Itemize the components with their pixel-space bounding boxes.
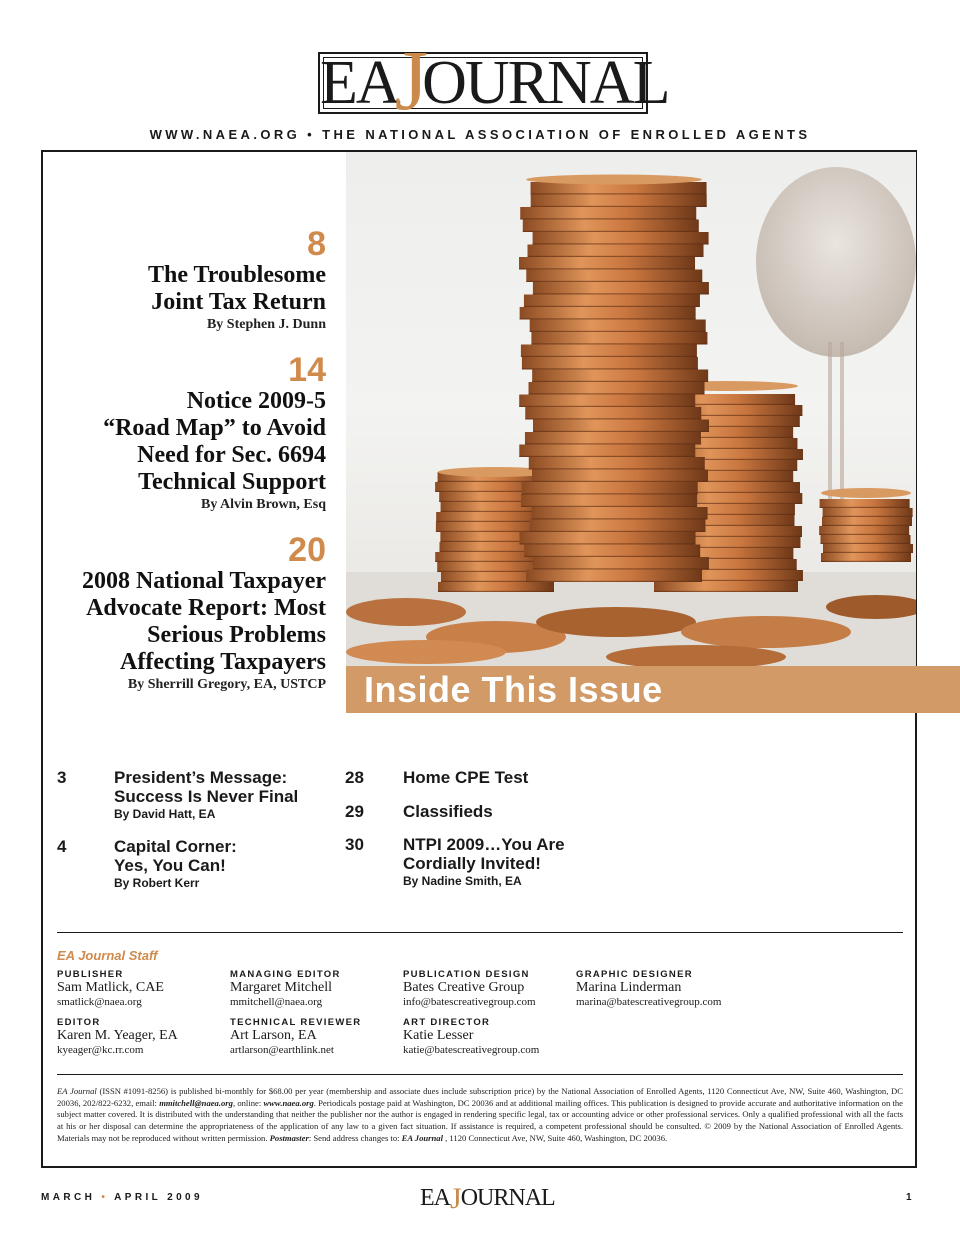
coin-edge: [521, 495, 697, 508]
coin-edge-line: [522, 368, 698, 369]
coin-edge-line: [520, 543, 696, 544]
coin-edge-line: [533, 243, 709, 244]
staff-member: [576, 969, 721, 1009]
footer-logo: [420, 1182, 555, 1216]
coin-edge-line: [532, 518, 708, 519]
feature-title-line: Joint Tax Return: [151, 289, 326, 315]
department-page-number: 3: [57, 768, 67, 787]
feature-byline: By Stephen J. Dunn: [206, 317, 326, 332]
feature-title-line: Notice 2009-5: [186, 388, 326, 414]
staff-role: TECHNICAL REVIEWER: [230, 1017, 362, 1028]
staff-name: Karen M. Yeager, EA: [57, 1028, 178, 1043]
staff-email[interactable]: kyeager@kc.rr.com: [57, 1044, 144, 1056]
coin-edge-line: [525, 443, 701, 444]
department-page-number: 28: [345, 768, 364, 787]
coin-edge: [819, 526, 909, 535]
feature-title-line: Need for Sec. 6694: [137, 442, 326, 468]
coin-edge-line: [525, 418, 701, 419]
coin-edge: [533, 282, 709, 295]
staff-heading: EA Journal Staff: [57, 948, 158, 963]
notice-email[interactable]: mmitchell@naea.org: [159, 1097, 233, 1108]
coin-edge-line: [654, 591, 798, 592]
feature-title-line: 2008 National Taxpayer: [81, 568, 326, 594]
coin-edge: [531, 332, 707, 345]
staff-member: [57, 1017, 178, 1057]
coin-edge-line: [523, 231, 699, 232]
staff-member: [57, 969, 164, 1009]
feature-page-number: 20: [288, 531, 326, 569]
department-title-line: Yes, You Can!: [114, 856, 226, 875]
coin-edge: [519, 257, 695, 270]
coin-edge: [532, 470, 708, 483]
notice-website[interactable]: www.naea.org: [263, 1097, 314, 1108]
staff-name: Art Larson, EA: [230, 1028, 317, 1043]
coin-edge: [532, 370, 708, 383]
coin-edge: [525, 432, 701, 445]
coin-edge-line: [821, 561, 911, 562]
coin-top: [526, 175, 702, 185]
coin-edge-line: [526, 581, 702, 582]
feature-title-line: Affecting Taxpayers: [120, 649, 326, 675]
coin-edge: [530, 320, 706, 333]
issue-month-1: MARCH: [41, 1192, 96, 1203]
coin-edge-line: [521, 356, 697, 357]
coin-edge: [522, 357, 698, 370]
staff-role: EDITOR: [57, 1017, 101, 1028]
coin-edge: [529, 457, 705, 470]
notice-text: . Periodicals postage paid at Washington, DC 20036 and at additional mailing offices. This publication is designed to provide accurate and authoritative information on the subject matter covered. It is distributed with the understanding that neither the publisher nor the author is engaged in rendering specific legal, tax or accounting advice or other professional services. Only a qualified professional with all the facts at his or her disposal can determine the appropriateness of the application of any law to a given fact situation. If assistance is required, a competent professional should be consulted. © 2009 by the National Association of Enrolled Agents. Materials may not be reproduced without written permission.: [57, 1097, 903, 1143]
coin-edge-line: [520, 218, 696, 219]
staff-email[interactable]: artlarson@earthlink.net: [230, 1044, 334, 1056]
coin-edge-line: [519, 456, 695, 457]
coin-edge: [820, 535, 910, 544]
postmaster-label: Postmaster: [269, 1132, 309, 1143]
coin-top: [821, 488, 911, 498]
department-byline: By Robert Kerr: [114, 876, 200, 890]
logo-ournal: OURNAL: [422, 49, 669, 117]
coin-edge: [524, 545, 700, 558]
coin-edge: [519, 395, 695, 408]
section-divider: [57, 1074, 903, 1075]
footer-logo-ournal: OURNAL: [460, 1185, 555, 1211]
coin-edge-line: [438, 591, 554, 592]
staff-name: Sam Matlick, CAE: [57, 980, 164, 995]
coin-edge-line: [533, 293, 709, 294]
staff-role: ART DIRECTOR: [403, 1017, 491, 1028]
coin-edge-line: [521, 506, 697, 507]
coin-edge: [529, 520, 705, 533]
coin-edge: [528, 245, 704, 258]
coin-edge: [526, 570, 702, 583]
pub-name: EA Journal: [57, 1086, 97, 1096]
coin-edge-line: [530, 331, 706, 332]
issue-month-2: APRIL 2009: [114, 1192, 203, 1203]
coin-edge: [821, 553, 911, 562]
coin-edge-line: [529, 531, 705, 532]
inside-issue-banner: [346, 666, 960, 713]
coin-edge: [521, 345, 697, 358]
coin-edge: [520, 207, 696, 220]
coin-edge: [519, 445, 695, 458]
staff-email[interactable]: smatlick@naea.org: [57, 996, 142, 1008]
banner-label: Inside This Issue: [364, 669, 663, 710]
department-item[interactable]: [345, 768, 364, 788]
notice-text: , online:: [232, 1097, 264, 1108]
department-page-number: 29: [345, 802, 364, 821]
department-entry[interactable]: [114, 837, 237, 891]
coin-edge-line: [529, 468, 705, 469]
department-title-line: NTPI 2009…You Are: [403, 835, 565, 854]
staff-name: Marina Linderman: [576, 980, 682, 995]
notice-text: (ISSN #1091-8256) is published bi-monthly for $68.00 per year (membership and associate dues include subscription price) by the National Association of Enrolled Agents, 1120 Connecticut Ave, NW, Suite 460, Washington, DC 20036, 202/822-6232, email:: [57, 1086, 903, 1108]
coin-edge-line: [526, 281, 702, 282]
logo-ea: EA: [320, 49, 399, 117]
feature-title-line: The Troublesome: [147, 262, 326, 288]
coin-edge: [533, 420, 709, 433]
department-item[interactable]: [345, 802, 364, 822]
department-entry[interactable]: [114, 768, 298, 822]
coin-edge: [520, 307, 696, 320]
notice-text: : Send address changes to:: [308, 1132, 402, 1143]
staff-name: Bates Creative Group: [403, 980, 525, 995]
staff-name: Katie Lesser: [403, 1028, 474, 1043]
coin-edge-line: [520, 318, 696, 319]
coin-edge-line: [532, 481, 708, 482]
feature-title-line: Advocate Report: Most: [86, 595, 326, 621]
publication-notice: [57, 1086, 903, 1145]
coin-edge: [529, 382, 705, 395]
staff-member: [403, 969, 536, 1009]
staff-email[interactable]: mmitchell@naea.org: [230, 996, 323, 1008]
department-title-line: President’s Message:: [114, 768, 288, 787]
coin-edge: [532, 507, 708, 520]
footer-logo-ea: EA: [420, 1185, 450, 1211]
coin-edge: [526, 270, 702, 283]
coin-edge-line: [519, 406, 695, 407]
staff-role: GRAPHIC DESIGNER: [576, 969, 693, 980]
department-title-line: Capital Corner:: [114, 837, 237, 856]
coin-edge: [823, 508, 913, 517]
department-page-number: 30: [345, 835, 364, 854]
feature-page-number: 8: [307, 225, 326, 263]
staff-role: PUBLISHER: [57, 969, 124, 980]
coin-edge-line: [533, 431, 709, 432]
coin-edge-line: [533, 568, 709, 569]
feature-title-line: Technical Support: [138, 469, 326, 495]
page-number: 1: [906, 1192, 912, 1203]
feature-byline: By Alvin Brown, Esq: [200, 497, 326, 512]
coin-edge: [522, 482, 698, 495]
department-entry[interactable]: [403, 802, 493, 821]
coins-stack-photo: [346, 152, 916, 666]
masthead-logo: [318, 32, 669, 128]
department-entry[interactable]: [403, 835, 565, 889]
coin-edge-line: [531, 193, 707, 194]
coin-edge-line: [820, 543, 910, 544]
department-title-line: Success Is Never Final: [114, 787, 299, 806]
department-title-line: Classifieds: [403, 802, 493, 821]
coin-edge-line: [528, 256, 704, 257]
feature-article-2[interactable]: [103, 352, 326, 514]
logo-j: J: [394, 32, 427, 128]
coin-edge-line: [531, 206, 707, 207]
coin-edge-line: [524, 556, 700, 557]
coin-edge: [654, 581, 798, 592]
coin-edge: [520, 532, 696, 545]
coin-edge: [822, 517, 912, 526]
date-separator: •: [101, 1192, 109, 1203]
coin-edge: [524, 295, 700, 308]
coin-edge-line: [532, 381, 708, 382]
coin-edge: [820, 499, 910, 508]
coin-edge-line: [823, 516, 913, 517]
department-item[interactable]: [57, 837, 66, 857]
coin-edge: [823, 544, 913, 553]
staff-email[interactable]: marina@batescreativegroup.com: [576, 996, 722, 1008]
staff-role: PUBLICATION DESIGN: [403, 969, 530, 980]
coin-edge-line: [522, 493, 698, 494]
coin-edge-line: [819, 534, 909, 535]
coin-edge: [523, 220, 699, 233]
feature-article-1[interactable]: [148, 226, 326, 334]
department-title-line: Home CPE Test: [403, 768, 529, 787]
coin-edge-line: [531, 343, 707, 344]
staff-member: [230, 1017, 361, 1057]
department-item[interactable]: [345, 835, 364, 855]
issue-date: [41, 1192, 203, 1203]
section-divider: [57, 932, 903, 933]
department-page-number: 4: [57, 837, 67, 856]
staff-member: [403, 1017, 539, 1057]
notice-text: , 1120 Connecticut Ave, NW, Suite 460, Washington, DC 20036.: [442, 1132, 668, 1143]
department-entry[interactable]: [403, 768, 528, 787]
coin-edge: [533, 557, 709, 570]
coin-edge: [531, 195, 707, 208]
feature-article-3[interactable]: [82, 532, 326, 694]
staff-email[interactable]: info@batescreativegroup.com: [403, 996, 536, 1008]
pub-name: EA Journal: [401, 1132, 443, 1143]
department-byline: By Nadine Smith, EA: [403, 874, 522, 888]
feature-title-line: “Road Map” to Avoid: [103, 415, 326, 441]
coin-edge-line: [519, 268, 695, 269]
department-title-line: Cordially Invited!: [403, 854, 541, 873]
staff-member: [230, 969, 341, 1009]
department-item[interactable]: [57, 768, 66, 788]
coin-edge-line: [820, 507, 910, 508]
coin-edge-line: [529, 393, 705, 394]
coin-edge-line: [524, 306, 700, 307]
feature-byline: By Sherrill Gregory, EA, USTCP: [127, 677, 326, 692]
masthead-tagline: WWW.NAEA.ORG • THE NATIONAL ASSOCIATION OF ENROLLED AGENTS: [149, 127, 811, 142]
coin-edge-line: [823, 552, 913, 553]
feature-title-line: Serious Problems: [147, 622, 326, 648]
coin-edge: [533, 232, 709, 245]
coins-illustration: [346, 152, 916, 666]
staff-role: MANAGING EDITOR: [230, 969, 341, 980]
coin-edge: [438, 582, 554, 592]
coin-edge-line: [822, 525, 912, 526]
staff-name: Margaret Mitchell: [230, 980, 332, 995]
staff-email[interactable]: katie@batescreativegroup.com: [403, 1044, 540, 1056]
feature-page-number: 14: [288, 351, 326, 389]
coin-edge: [525, 407, 701, 420]
footer-logo-j: J: [450, 1182, 461, 1215]
department-byline: By David Hatt, EA: [114, 807, 216, 821]
